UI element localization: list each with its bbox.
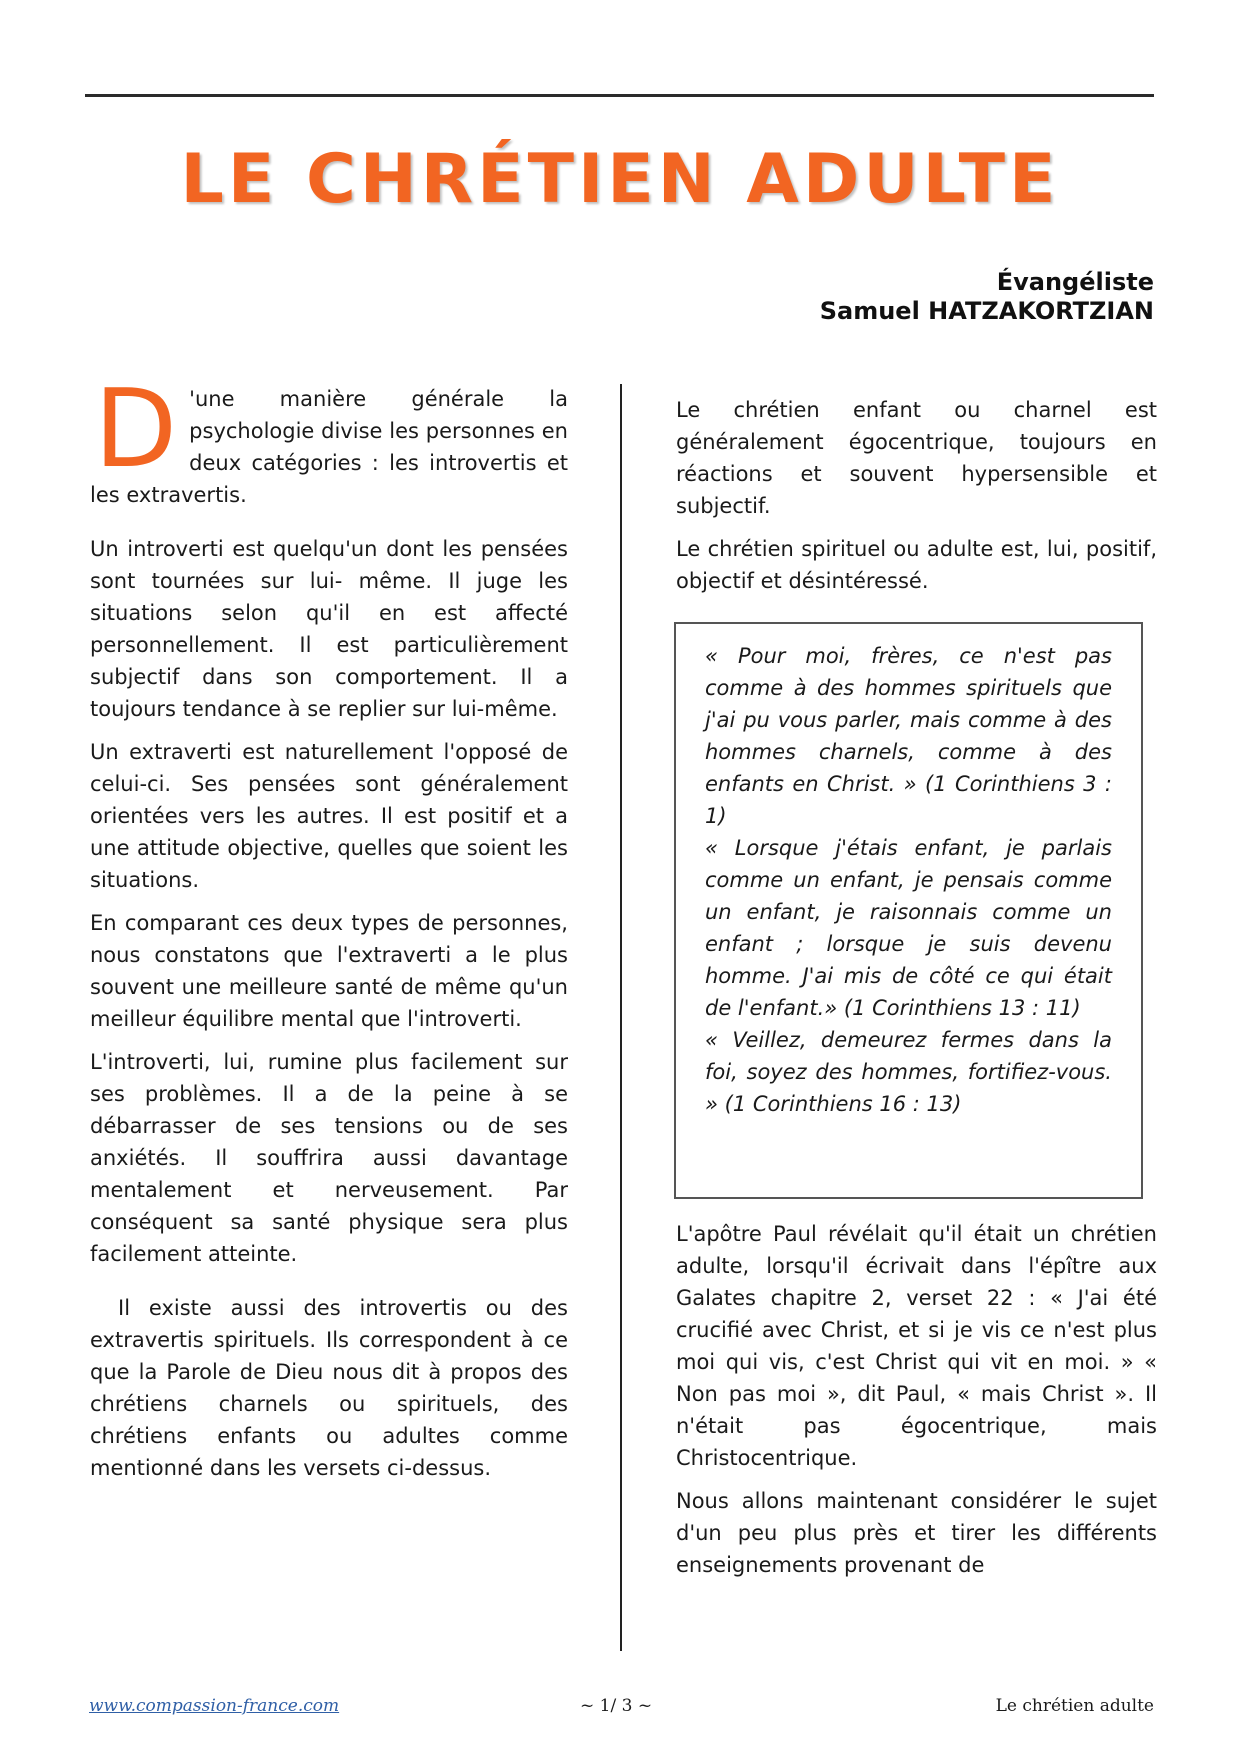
scripture-quote-box	[674, 622, 1143, 1199]
paragraph: Il existe aussi des introvertis ou des extravertis spirituels. Ils correspondent à ce que la Parole de Dieu nous dit à propos des chrétiens charnels ou spirituels, des chrétiens enfants ou adultes comme mentionné dans les versets ci-dessus.	[90, 1296, 568, 1480]
scripture-quote: « Pour moi, frères, ce n'est pas comme à des hommes spirituels que j'ai pu vous parler, mais comme à des hommes charnels, comme à des enfants en Christ. » (1 Corinthiens 3 : 1)	[705, 644, 1112, 828]
paragraph: L'apôtre Paul révélait qu'il était un chrétien adulte, lorsqu'il écrivait dans l'épître aux Galates chapitre 2, verset 22 : « J'ai été crucifié avec Christ, et si je vis ce n'est plus moi qui vis, c'est Christ qui vit en moi. » « Non pas moi », dit Paul, « mais Christ ». Il n'était pas égocentrique, mais Christocentrique.	[676, 1222, 1157, 1470]
left-column	[90, 367, 568, 1495]
website-link[interactable]: www.compassion-france.com	[89, 1696, 340, 1716]
paragraph: Le chrétien spirituel ou adulte est, lui, positif, objectif et désintéressé.	[676, 537, 1157, 593]
page-number: ~ 1/ 3 ~	[580, 1696, 653, 1716]
footer-doc-title: Le chrétien adulte	[995, 1696, 1154, 1716]
paragraph: En comparant ces deux types de personnes, nous constatons que l'extraverti a le plus souvent une meilleure santé de même qu'un meilleur équilibre mental que l'introverti.	[90, 911, 568, 1031]
intro-paragraph	[90, 367, 568, 511]
paragraph: L'introverti, lui, rumine plus facilement sur ses problèmes. Il a de la peine à se débarrasser de ses tensions ou de ses anxiétés. Il souffrira aussi davantage mentalement et nerveusement. Par conséquent sa santé physique sera plus facilement atteinte.	[90, 1050, 568, 1266]
paragraph-text: 'une manière générale la psychologie divise les personnes en deux catégories : les introvertis et les extravertis.	[90, 387, 568, 507]
author-block	[820, 268, 1154, 326]
page-title: LE CHRÉTIEN ADULTE	[180, 140, 1060, 219]
drop-cap: D	[94, 367, 178, 492]
paragraph: Un extraverti est naturellement l'opposé de celui-ci. Ses pensées sont généralement orientées vers les autres. Il est positif et a une attitude objective, quelles que soient les situations.	[90, 740, 568, 892]
right-column-top	[676, 394, 1157, 608]
paragraph: Nous allons maintenant considérer le sujet d'un peu plus près et tirer les différents enseignements provenant de	[676, 1489, 1157, 1577]
scripture-quote: « Lorsque j'étais enfant, je parlais comme un enfant, je pensais comme un enfant, je raisonnais comme un enfant ; lorsque je suis devenu homme. J'ai mis de côté ce qui était de l'enfant.» (1 Corinthiens 13 : 11)	[705, 836, 1112, 1020]
header-rule	[85, 94, 1154, 97]
column-divider	[620, 384, 622, 1651]
author-name: Samuel HATZAKORTZIAN	[819, 297, 1154, 325]
paragraph: Un introverti est quelqu'un dont les pensées sont tournées sur lui- même. Il juge les situations selon qu'il en est affecté personnellement. Il est particulièrement subjectif dans son comportement. Il a toujours tendance à se replier sur lui-même.	[90, 537, 568, 721]
right-column-bottom	[676, 1218, 1157, 1592]
author-role: Évangéliste	[996, 268, 1154, 296]
paragraph: Le chrétien enfant ou charnel est généralement égocentrique, toujours en réactions et souvent hypersensible et subjectif.	[676, 398, 1157, 518]
scripture-quote: « Veillez, demeurez fermes dans la foi, soyez des hommes, fortifiez-vous. » (1 Corinthiens 16 : 13)	[705, 1028, 1112, 1116]
